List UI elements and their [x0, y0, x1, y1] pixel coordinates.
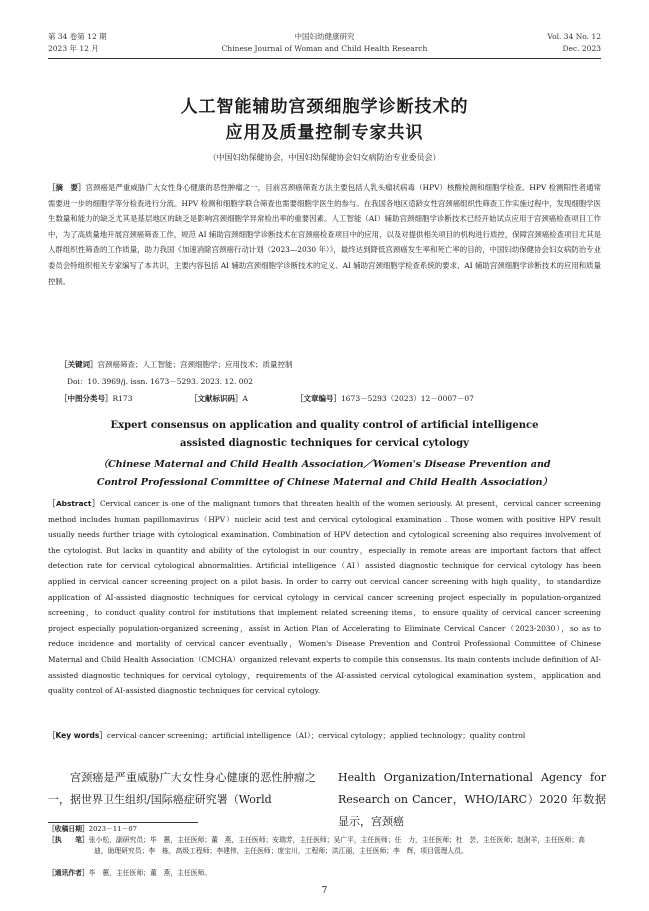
org-en-line2: Control Professional Committee of Chinese Maternal and Child Health Association） — [96, 477, 553, 488]
abstract-cn-label: ［摘 要］ — [48, 183, 86, 192]
received-value: 2023－11－07 — [88, 825, 137, 833]
abstract-en — [48, 496, 601, 730]
writers-label: ［执 笔］ — [48, 836, 89, 844]
doc-code — [190, 393, 248, 405]
keywords-en-text: cervical cancer screening；artificial intelligence（AI）；cervical cytology；applied technology；quality control — [106, 731, 526, 740]
page-number: 7 — [321, 886, 328, 896]
writers-value: 张小松，副研究员；毕 蕙，主任医师；董 燕，主任医师；安瑞芳，主任医师；吴广平，主任医师；任 力，主任医师；杜 芸，主任医师；赵澍羊，主任医师；高 迪，助理研究员；李 栋，高级工程师；李建伟，主任医师；庞宝川，工程师；洪江丽，主任医师；李 辉，项目管理人员。 — [88, 836, 592, 855]
authors-cn: （中国妇幼保健协会，中国妇幼保健协会妇女病防治专业委员会） — [208, 153, 441, 162]
org-en-line1: （Chinese Maternal and Child Health Association／Women's Disease Prevention and — [98, 459, 551, 470]
footnote-corresponding — [48, 868, 601, 879]
article-value: 1673－5293（2023）12－0007－07 — [341, 394, 474, 403]
received-label: ［收稿日期］ — [48, 825, 89, 833]
keywords-cn-label: ［关键词］ — [60, 360, 98, 369]
footnote-rule — [48, 822, 198, 823]
header-volume-issue: 第 34 卷第 12 期 — [48, 32, 107, 41]
classification — [60, 393, 600, 405]
clc-value: R173 — [112, 394, 133, 403]
keywords-cn — [60, 359, 600, 371]
keywords-en-label: ［Key words］ — [48, 731, 107, 740]
header-date-cn: 2023 年 12 月 — [48, 44, 99, 53]
keywords-en — [48, 730, 601, 742]
doc-value: A — [242, 394, 248, 403]
title-en-line1: Expert consensus on application and quality control of artificial intelligence — [110, 420, 539, 431]
article-label: ［文章编号］ — [296, 394, 341, 403]
corresp-value: 毕 蕙，主任医师；董 燕，主任医师。 — [88, 869, 212, 877]
title-line2: 应用及质量控制专家共识 — [225, 123, 424, 143]
header-journal-en: Chinese Journal of Woman and Child Health Research — [221, 44, 428, 53]
abstract-cn-text: 宫颈癌是严重威胁广大女性身心健康的恶性肿瘤之一，目前宫颈癌筛查方法主要包括人乳头瘤状病毒（HPV）核酸检测和细胞学检查。HPV 检测阳性者通常需要进一步的细胞学等分检查进行分流。HPV 检测和细胞学联合筛查也需要细胞学医生的参与。在我国各地区适龄女性宫颈癌组织性筛查工作实施过程中，发现细胞学医生数量和能力的缺乏尤其是基层地区的缺乏是影响宫颈细胞学异常检出率的重要因素。人工智能（AI）辅助宫颈细胞学诊断技术已经开始试点应用于宫颈癌检查项目工作中，为了高质量地开展宫颈癌筛查工作，规范 AI 辅助宫颈细胞学诊断技术在宫颈癌检查项目中的应用，以及对提供相关项目的机构进行质控，保障宫颈癌检查项目尤其是人群组织性筛查的工作质量，助力我国《加速消除宫颈癌行动计划（2023—2030 年）》，最终达到降低宫颈癌发生率和死亡率的目的，中国妇幼保健协会妇女病防治专业委员会特组织相关专家编写了本共识，主要内容包括 AI 辅助宫颈细胞学诊断技术的定义、AI 辅助宫颈细胞学检查系统的要求、AI 辅助宫颈细胞学诊断技术的应用和质量控制。 — [48, 183, 601, 286]
corresp-label: ［通讯作者］ — [48, 869, 89, 877]
header-vol-no: Vol. 34 No. 12 — [547, 32, 601, 41]
body-column-right: Health Organization/International Agency for Research on Cancer，WHO/IARC）2020 年数据显示，宫颈癌 — [338, 771, 606, 828]
abstract-en-text: Cervical cancer is one of the malignant tumors that threaten health of the women seriously. At present，cervical cancer screening method includes human papillomavirus（HPV）nucleic acid test and cervical cytological examination . Those women with positive HPV result usually needs further triage with cytological examination. Combination of HPV detection and cytological screening also requires involvement of the cytologist. But lacks in quantity and ability of the cytologist in our country，especially in remote areas are important factors that affect detection rate for cervical cytological abnormalities. Artificial intelligence（AI）assisted diagnostic technique for cervical cytology has been applied in cervical cancer screening project on a pilot basis. In order to carry out cervical cancer screening with high quality，to standardize application of AI-assisted diagnostic techniques for cervical cytology in cervical cancer screening project especially in population-organized screening，to conduct quality control for institutions that implement related screening items，to ensure quality of cervical cancer screening project especially population-organized screening，assist in Action Plan of Accelerating to Eliminate Cervical Cancer（2023-2030），so as to reduce incidence and mortality of cervical cancer eventually，Women's Disease Prevention and Control Professional Committee of Chinese Maternal and Child Health Association（CMCHA）organized relevant experts to compile this consensus. Its main contents include definition of AI-assisted diagnostic techniques for cervical cytology，requirements of the AI-assisted cervical cytological examination system，application and quality control of AI-assisted diagnostic techniques for cervical cytology. — [48, 499, 601, 696]
title-en-line2: assisted diagnostic techniques for cervical cytology — [180, 438, 469, 449]
header-rule — [48, 58, 601, 59]
footnote-writers — [48, 835, 601, 857]
article-number — [296, 393, 474, 405]
footnote-received — [48, 824, 601, 835]
abstract-cn — [48, 180, 601, 352]
header-journal-cn: 中国妇幼健康研究 — [294, 32, 355, 41]
header-vol-en — [547, 31, 601, 55]
doi: Doi：10. 3969/j. issn. 1673－5293. 2023. 12. 002 — [67, 377, 254, 386]
doc-label: ［文献标识码］ — [190, 394, 243, 403]
keywords-cn-text: 宫颈癌筛查；人工智能；宫颈细胞学；应用技术；质量控制 — [97, 360, 293, 369]
title-line1: 人工智能辅助宫颈细胞学诊断技术的 — [180, 97, 469, 117]
abstract-en-label: ［Abstract］ — [48, 499, 100, 508]
clc-label: ［中图分类号］ — [60, 394, 113, 403]
body-column-left: 宫颈癌是严重威胁广大女性身心健康的恶性肿瘤之一，据世界卫生组织/国际癌症研究署（World — [48, 771, 316, 806]
header-date-en: Dec. 2023 — [562, 44, 601, 53]
